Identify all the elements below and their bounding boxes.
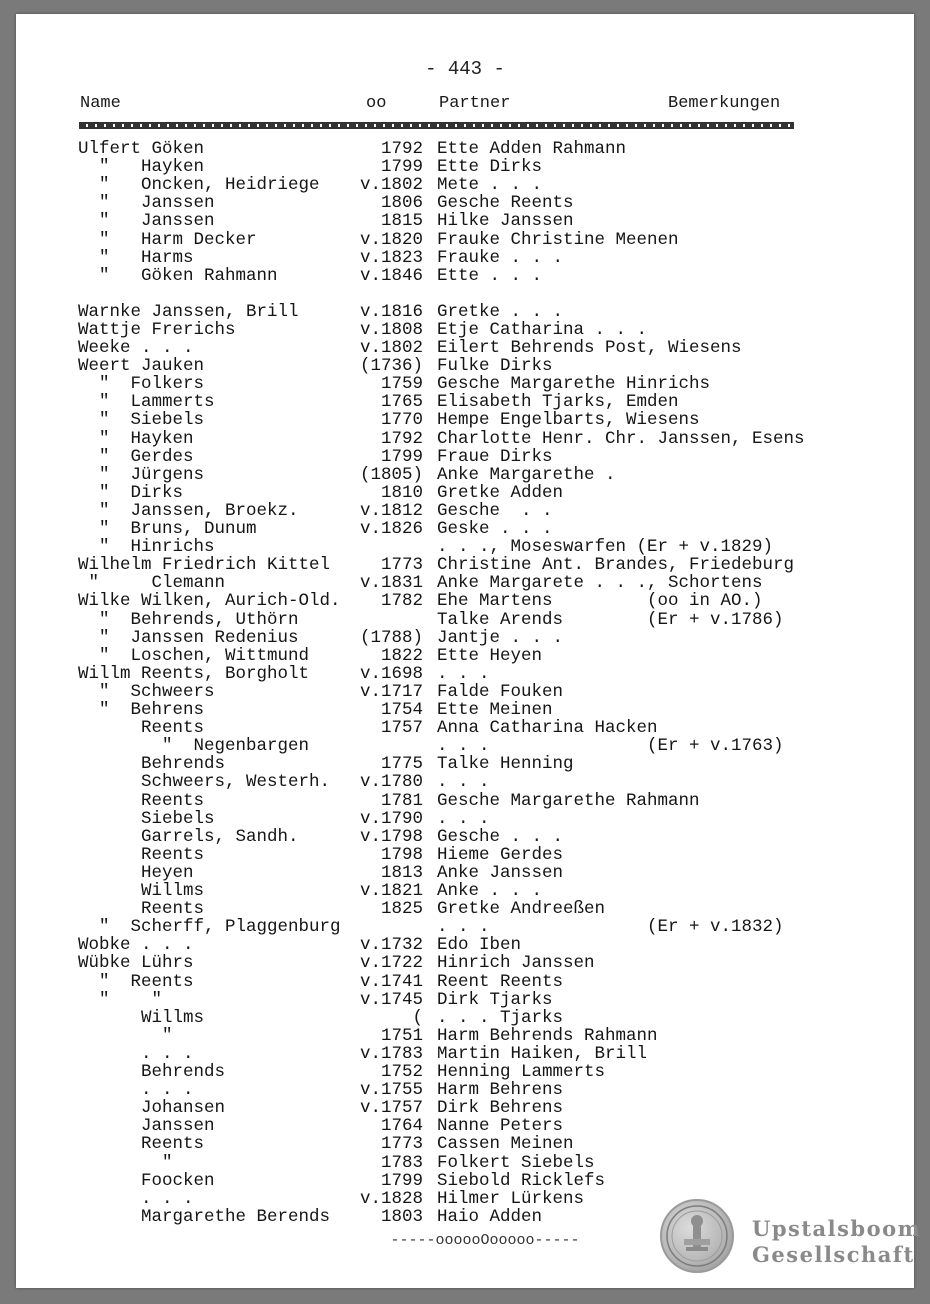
row-partner: Gesche Margarethe Hinrichs [437, 374, 711, 395]
table-row [16, 466, 914, 484]
table-row [16, 321, 914, 339]
row-year: v.1846 [359, 265, 423, 286]
table-row [16, 1154, 914, 1172]
row-partner: Eilert Behrends Post, Wiesens [437, 338, 742, 358]
row-name: Reents [78, 899, 205, 920]
row-name: " Jürgens [78, 464, 205, 485]
row-name: " Hinrichs [78, 537, 215, 558]
page-number: - 443 - [425, 58, 505, 80]
row-year: 1822 [380, 645, 423, 666]
row-partner: Jantje . . . [437, 627, 564, 648]
table-row [16, 231, 914, 249]
row-partner: Frauke Christine Meenen [437, 229, 679, 250]
row-partner: Talke Henning [437, 754, 574, 775]
row-name: " Janssen, Broekz. [78, 500, 299, 521]
document-page [16, 14, 922, 1288]
row-partner: Ette Adden Rahmann [437, 139, 627, 159]
row-name: " Harms [78, 247, 194, 268]
table-row [16, 701, 914, 719]
row-name: Willms [78, 1007, 205, 1028]
row-name: Schweers, Westerh. [78, 772, 331, 793]
row-name: " Hayken [78, 157, 205, 178]
table-row [16, 665, 914, 683]
row-name: " [78, 1152, 173, 1173]
row-year: ( [412, 1007, 423, 1028]
row-partner: Anke Janssen [437, 862, 564, 883]
row-name: Garrels, Sandh. [78, 826, 299, 847]
table-row [16, 882, 914, 900]
table-row [16, 411, 914, 429]
row-year: 1765 [380, 392, 423, 413]
row-partner: Gesche . . . [437, 826, 564, 847]
row-partner: Haio Adden [437, 1206, 543, 1227]
row-year: v.1783 [359, 1043, 423, 1064]
row-name: Reents [78, 718, 205, 739]
row-name: Weert Jauken [78, 356, 205, 377]
row-name: " Schweers [78, 681, 215, 702]
row-partner: Hilke Janssen [437, 211, 574, 232]
table-row [16, 502, 914, 520]
row-year: v.1745 [359, 989, 423, 1010]
table-row [16, 574, 914, 592]
row-name: " Reents [78, 971, 194, 992]
row-name: . . . [78, 1188, 194, 1209]
table-row [16, 611, 914, 629]
row-partner: Gesche Margarethe Rahmann [437, 790, 700, 811]
row-year: v.1790 [359, 808, 423, 829]
row-name: Siebels [78, 808, 215, 829]
row-year: v.1757 [359, 1098, 423, 1119]
table-row [16, 375, 914, 393]
row-year: v.1698 [359, 663, 423, 684]
row-name: Janssen [78, 1116, 215, 1137]
footer-ornament: -----oooooOooooo----- [390, 1232, 580, 1249]
row-partner: Harm Behrens [437, 1080, 564, 1101]
row-partner: Anke . . . [437, 881, 543, 901]
row-partner: Hinrich Janssen [437, 953, 595, 974]
row-partner: Etje Catharina . . . [437, 319, 648, 340]
row-year: 1782 [380, 591, 423, 612]
table-row [16, 846, 914, 864]
row-name: " Janssen [78, 211, 215, 232]
row-partner: Talke Arends [437, 609, 564, 630]
row-name: Wobke . . . [78, 935, 194, 956]
row-year: v.1820 [359, 229, 423, 250]
table-row [16, 936, 914, 954]
table-row [16, 918, 914, 936]
row-name: " Behrens [78, 700, 205, 720]
row-partner: . . . [437, 772, 490, 793]
row-name: Wübke Lührs [78, 953, 194, 974]
row-year: v.1802 [359, 175, 423, 196]
row-name: Ulfert Göken [78, 139, 205, 159]
row-name: Wilke Wilken, Aurich-Old. [78, 591, 341, 612]
row-year: 1783 [380, 1152, 423, 1173]
row-partner: Folkert Siebels [437, 1152, 595, 1173]
row-partner: . . . Tjarks [437, 1007, 564, 1028]
row-year: 1757 [380, 718, 423, 739]
table-row [16, 1099, 914, 1117]
row-partner: Anke Margarethe . [437, 464, 616, 485]
row-partner: Gretke Adden [437, 482, 564, 503]
row-year: 1759 [380, 374, 423, 395]
row-partner: Hieme Gerdes [437, 844, 564, 865]
table-row [16, 737, 914, 755]
row-name: Margarethe Berends [78, 1206, 331, 1227]
row-partner: Gretke . . . [437, 301, 564, 322]
row-partner: Falde Fouken [437, 681, 564, 702]
table-row [16, 176, 914, 194]
row-year: 1764 [380, 1116, 423, 1137]
row-partner: Hilmer Lürkens [437, 1188, 585, 1209]
table-row [16, 1027, 914, 1045]
table-row [16, 520, 914, 538]
row-year: 1773 [380, 1134, 423, 1155]
seal-logo [660, 1199, 734, 1273]
row-partner: Ette Dirks [437, 157, 543, 178]
table-row [16, 556, 914, 574]
brand-line-2: Gesellschaft [752, 1242, 915, 1267]
row-partner: Fulke Dirks [437, 356, 553, 377]
table-row [16, 683, 914, 701]
row-year: v.1826 [359, 519, 423, 539]
table-row [16, 448, 914, 466]
table-row [16, 900, 914, 918]
table-row [16, 1135, 914, 1153]
table-row [16, 810, 914, 828]
row-partner: . . . [437, 808, 490, 829]
header-partner: Partner [439, 94, 511, 113]
header-oo: oo [366, 94, 387, 113]
table-row [16, 647, 914, 665]
row-name: " Negenbargen [78, 736, 310, 757]
row-partner: Hempe Engelbarts, Wiesens [437, 410, 700, 431]
row-name: Johansen [78, 1098, 226, 1119]
row-name: . . . [78, 1043, 194, 1064]
row-year: 1799 [380, 1170, 423, 1191]
row-name: " " [78, 989, 163, 1010]
row-year: 1803 [380, 1206, 423, 1227]
row-year: 1752 [380, 1062, 423, 1082]
row-year: v.1780 [359, 772, 423, 793]
row-partner: Frauke . . . [437, 247, 564, 268]
table-row [16, 1045, 914, 1063]
row-name: " Behrends, Uthörn [78, 609, 299, 630]
row-year: 1792 [380, 428, 423, 449]
row-partner: Dirk Behrens [437, 1098, 564, 1119]
table-row [16, 954, 914, 972]
row-year: v.1717 [359, 681, 423, 702]
row-partner: Gesche . . [437, 500, 553, 521]
row-year: v.1821 [359, 881, 423, 901]
row-year: 1781 [380, 790, 423, 811]
row-partner: Mete . . . [437, 175, 543, 196]
row-name: " Lammerts [78, 392, 215, 413]
table-row [16, 1190, 914, 1208]
row-partner: . . . [437, 663, 490, 684]
table-row [16, 339, 914, 357]
row-year: 1810 [380, 482, 423, 503]
row-partner: Edo Iben [437, 935, 522, 956]
row-partner: Nanne Peters [437, 1116, 564, 1137]
row-name: " Göken Rahmann [78, 265, 278, 286]
table-row [16, 864, 914, 882]
row-name: " Harm Decker [78, 229, 257, 250]
row-name: Behrends [78, 754, 226, 775]
row-partner: Cassen Meinen [437, 1134, 574, 1155]
row-partner: Harm Behrends Rahmann [437, 1025, 658, 1046]
table-row [16, 430, 914, 448]
table-row [16, 249, 914, 267]
table-row [16, 1081, 914, 1099]
table-row [16, 792, 914, 810]
row-partner: . . . [437, 917, 490, 938]
row-partner: Charlotte Henr. Chr. Janssen, Esens [437, 428, 805, 449]
row-year: v.1741 [359, 971, 423, 992]
row-name: Willms [78, 881, 205, 901]
row-year: 1792 [380, 139, 423, 159]
table-row [16, 719, 914, 737]
row-year: (1788) [359, 627, 423, 648]
row-name: . . . [78, 1080, 194, 1101]
row-partner: . . . [437, 736, 490, 757]
seal-emblem-icon [662, 1201, 732, 1271]
row-name: Reents [78, 790, 205, 811]
row-name: Warnke Janssen, Brill [78, 301, 299, 322]
row-year: v.1831 [359, 573, 423, 594]
table-row [16, 773, 914, 791]
table-row [16, 629, 914, 647]
row-name: Heyen [78, 862, 194, 883]
row-name: Reents [78, 844, 205, 865]
row-remark: (Er + v.1763) [647, 736, 784, 757]
table-row [16, 1117, 914, 1135]
table-row [16, 393, 914, 411]
row-year: 1799 [380, 446, 423, 467]
row-name: " Scherff, Plaggenburg [78, 917, 341, 938]
row-year: v.1802 [359, 338, 423, 358]
row-year: v.1808 [359, 319, 423, 340]
brand-line-1: Upstalsboom [752, 1216, 922, 1241]
row-year: v.1798 [359, 826, 423, 847]
header-rule [79, 122, 794, 129]
row-partner: Siebold Ricklefs [437, 1170, 606, 1191]
row-partner: Ette . . . [437, 265, 543, 286]
table-row [16, 973, 914, 991]
table-row [16, 592, 914, 610]
table-row [16, 357, 914, 375]
row-name: Weeke . . . [78, 338, 194, 358]
row-name: " Janssen [78, 193, 215, 214]
table-row [16, 828, 914, 846]
row-name: " Siebels [78, 410, 205, 431]
table-row [16, 303, 914, 321]
row-partner: Martin Haiken, Brill [437, 1043, 648, 1064]
row-year: v.1722 [359, 953, 423, 974]
row-name: " Gerdes [78, 446, 194, 467]
row-partner: . . ., Moseswarfen (Er + v.1829) [437, 537, 774, 558]
row-name: Foocken [78, 1170, 215, 1191]
row-year: 1773 [380, 555, 423, 576]
table-row [16, 194, 914, 212]
row-name: " Folkers [78, 374, 205, 395]
table-row [16, 140, 914, 158]
table-row [16, 484, 914, 502]
row-year: v.1816 [359, 301, 423, 322]
table-row [16, 1172, 914, 1190]
row-year: 1754 [380, 700, 423, 720]
row-name: Behrends [78, 1062, 226, 1082]
row-name: " [78, 1025, 173, 1046]
row-partner: Ette Heyen [437, 645, 543, 666]
row-name: " Janssen Redenius [78, 627, 299, 648]
row-year: 1799 [380, 157, 423, 178]
row-partner: Ehe Martens [437, 591, 553, 612]
row-partner: Henning Lammerts [437, 1062, 606, 1082]
row-year: v.1755 [359, 1080, 423, 1101]
row-name: " Hayken [78, 428, 194, 449]
row-year: 1775 [380, 754, 423, 775]
row-year: 1815 [380, 211, 423, 232]
row-year: (1805) [359, 464, 423, 485]
row-year: (1736) [359, 356, 423, 377]
row-partner: Fraue Dirks [437, 446, 553, 467]
row-partner: Reent Reents [437, 971, 564, 992]
row-year: v.1828 [359, 1188, 423, 1209]
row-year: v.1732 [359, 935, 423, 956]
row-partner: Ette Meinen [437, 700, 553, 720]
table-row [16, 158, 914, 176]
row-year: 1806 [380, 193, 423, 214]
row-year: v.1823 [359, 247, 423, 268]
row-name: " Loschen, Wittmund [78, 645, 310, 666]
row-name: " Oncken, Heidriege [78, 175, 320, 196]
row-partner: Christine Ant. Brandes, Friedeburg [437, 555, 795, 576]
table-row [16, 755, 914, 773]
row-year: 1825 [380, 899, 423, 920]
row-year: 1751 [380, 1025, 423, 1046]
row-year: 1798 [380, 844, 423, 865]
table-row [16, 538, 914, 556]
table-row [16, 1063, 914, 1081]
row-partner: Anna Catharina Hacken [437, 718, 658, 739]
row-partner: Geske . . . [437, 519, 553, 539]
table-row [16, 267, 914, 285]
header-name: Name [80, 94, 121, 113]
row-partner: Gretke Andreeßen [437, 899, 606, 920]
row-year: 1770 [380, 410, 423, 431]
row-year: 1813 [380, 862, 423, 883]
row-partner: Dirk Tjarks [437, 989, 553, 1010]
row-remark: (oo in AO.) [647, 591, 763, 612]
row-partner: Gesche Reents [437, 193, 574, 214]
row-partner: Anke Margarete . . ., Schortens [437, 573, 763, 594]
table-row [16, 212, 914, 230]
row-remark: (Er + v.1832) [647, 917, 784, 938]
row-name: " Dirks [78, 482, 184, 503]
row-name: " Clemann [78, 573, 226, 594]
row-name: Willm Reents, Borgholt [78, 663, 310, 684]
row-name: Wattje Frerichs [78, 319, 236, 340]
row-remark: (Er + v.1786) [647, 609, 784, 630]
table-row [16, 1009, 914, 1027]
header-remarks: Bemerkungen [668, 94, 781, 113]
row-name: " Bruns, Dunum [78, 519, 257, 539]
row-name: Reents [78, 1134, 205, 1155]
row-name: Wilhelm Friedrich Kittel [78, 555, 331, 576]
row-partner: Elisabeth Tjarks, Emden [437, 392, 679, 413]
row-year: v.1812 [359, 500, 423, 521]
table-row [16, 991, 914, 1009]
